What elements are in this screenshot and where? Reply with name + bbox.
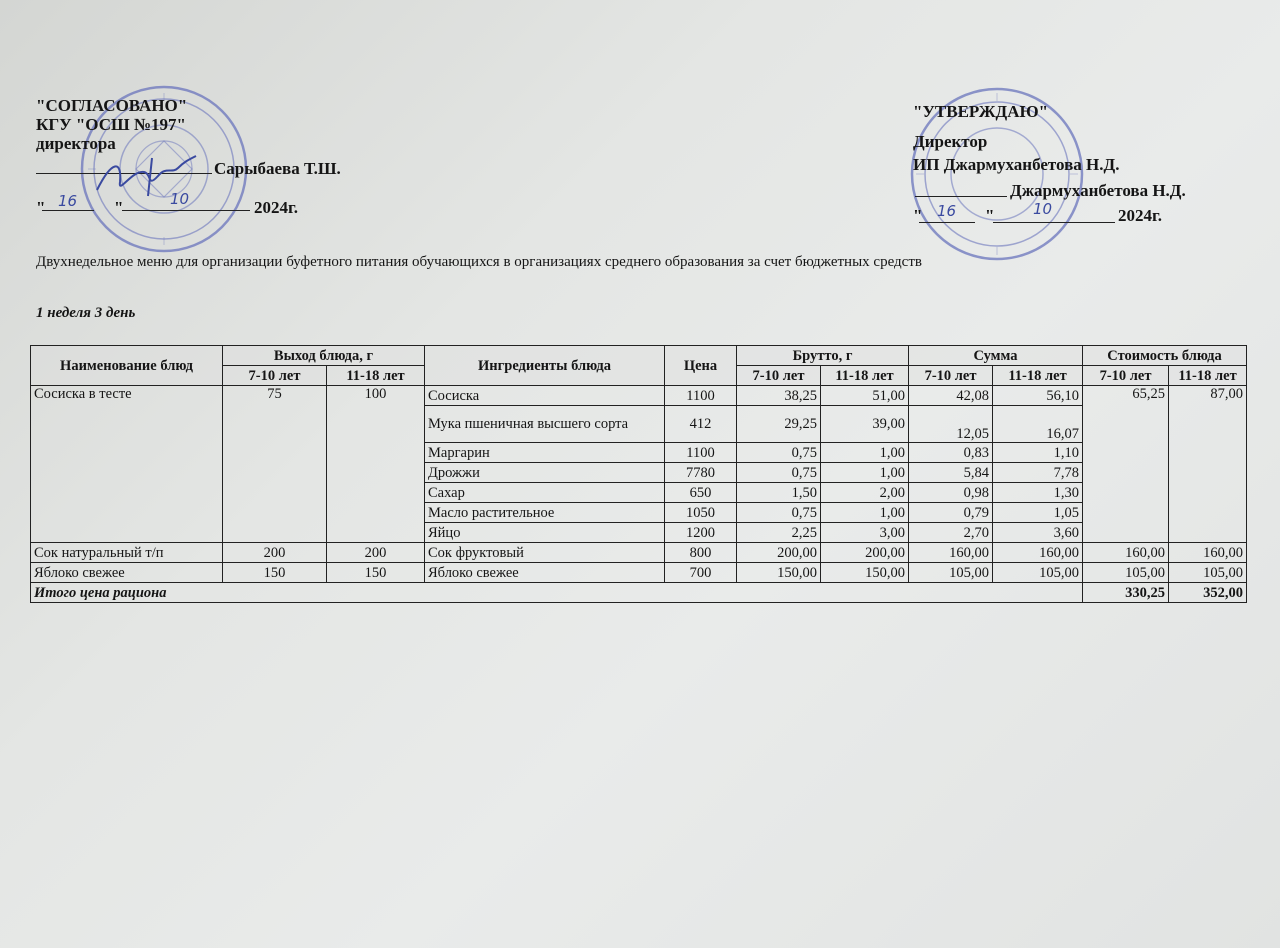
- ingredient-price: 1050: [665, 503, 737, 523]
- brutto-7-10: 150,00: [737, 563, 821, 583]
- sum-7-10: 5,84: [909, 463, 993, 483]
- ingredient-name: Маргарин: [425, 443, 665, 463]
- dish-cost-7-10: 65,25: [1083, 386, 1169, 543]
- brutto-7-10: 200,00: [737, 543, 821, 563]
- ingredient-name: Дрожжи: [425, 463, 665, 483]
- brutto-11-18: 200,00: [821, 543, 909, 563]
- total-label: Итого цена рациона: [31, 583, 1083, 603]
- dish-name: Сосиска в тесте: [31, 386, 223, 543]
- menu-description: Двухнедельное меню для организации буфетного питания обучающихся в организациях среднего образования за счет бюджетных средств: [36, 254, 922, 270]
- brutto-11-18: 1,00: [821, 463, 909, 483]
- brutto-7-10: 29,25: [737, 406, 821, 443]
- brutto-7-10: 38,25: [737, 386, 821, 406]
- total-row: [31, 583, 1247, 603]
- header-sum: Сумма: [909, 346, 1083, 366]
- right-organization: ИП Джармуханбетова Н.Д.: [913, 155, 1120, 174]
- header-brutto: Брутто, г: [737, 346, 909, 366]
- brutto-7-10: 0,75: [737, 463, 821, 483]
- week-day-label: 1 неделя 3 день: [36, 305, 136, 321]
- sum-11-18: 1,05: [993, 503, 1083, 523]
- right-position: Директор: [913, 132, 988, 151]
- right-handwritten-day: 16: [937, 202, 957, 220]
- ingredient-price: 7780: [665, 463, 737, 483]
- brutto-7-10: 2,25: [737, 523, 821, 543]
- brutto-11-18: 1,00: [821, 443, 909, 463]
- sum-7-10: 160,00: [909, 543, 993, 563]
- dish-cost-11-18: 105,00: [1169, 563, 1247, 583]
- sum-11-18: 3,60: [993, 523, 1083, 543]
- header-age-7-10: 7-10 лет: [737, 366, 821, 386]
- dish-name: Яблоко свежее: [31, 563, 223, 583]
- table-row: [31, 563, 1247, 583]
- right-signer-name: Джармуханбетова Н.Д.: [1010, 181, 1186, 200]
- left-signature: [92, 150, 202, 205]
- ingredient-name: Сосиска: [425, 386, 665, 406]
- sum-11-18: 105,00: [993, 563, 1083, 583]
- brutto-11-18: 150,00: [821, 563, 909, 583]
- approve-heading: "УТВЕРЖДАЮ": [913, 102, 1049, 121]
- ingredient-price: 650: [665, 483, 737, 503]
- ingredient-name: Сок фруктовый: [425, 543, 665, 563]
- sum-11-18: 1,10: [993, 443, 1083, 463]
- ingredient-price: 700: [665, 563, 737, 583]
- ingredient-price: 800: [665, 543, 737, 563]
- sum-11-18: 7,78: [993, 463, 1083, 483]
- dish-cost-11-18: 87,00: [1169, 386, 1247, 543]
- left-signer-name: Сарыбаева Т.Ш.: [214, 159, 341, 178]
- brutto-7-10: 1,50: [737, 483, 821, 503]
- left-handwritten-day: 16: [58, 192, 78, 210]
- header-age-7-10: 7-10 лет: [223, 366, 327, 386]
- sum-11-18: 1,30: [993, 483, 1083, 503]
- header-ingredients: Ингредиенты блюда: [425, 346, 665, 386]
- ingredient-name: Сахар: [425, 483, 665, 503]
- sum-11-18: 160,00: [993, 543, 1083, 563]
- ingredient-name: Яйцо: [425, 523, 665, 543]
- brutto-7-10: 0,75: [737, 443, 821, 463]
- ingredient-price: 1100: [665, 386, 737, 406]
- header-yield: Выход блюда, г: [223, 346, 425, 366]
- ingredient-price: 412: [665, 406, 737, 443]
- menu-table: [30, 345, 1247, 603]
- dish-yield-11-18: 150: [327, 563, 425, 583]
- brutto-11-18: 39,00: [821, 406, 909, 443]
- sum-7-10: 12,05: [909, 406, 993, 443]
- brutto-11-18: 51,00: [821, 386, 909, 406]
- total-11-18: 352,00: [1169, 583, 1247, 603]
- brutto-7-10: 0,75: [737, 503, 821, 523]
- dish-cost-7-10: 160,00: [1083, 543, 1169, 563]
- ingredient-price: 1200: [665, 523, 737, 543]
- dish-yield-11-18: 200: [327, 543, 425, 563]
- table-row: [31, 386, 1247, 406]
- header-age-7-10: 7-10 лет: [1083, 366, 1169, 386]
- right-date-line: " " 2024г. 16 10: [913, 200, 1163, 225]
- sum-11-18: 56,10: [993, 386, 1083, 406]
- header-dish-name: Наименование блюд: [31, 346, 223, 386]
- dish-yield-7-10: 200: [223, 543, 327, 563]
- header-age-11-18: 11-18 лет: [327, 366, 425, 386]
- header-age-7-10: 7-10 лет: [909, 366, 993, 386]
- header-price: Цена: [665, 346, 737, 386]
- sum-7-10: 2,70: [909, 523, 993, 543]
- brutto-11-18: 3,00: [821, 523, 909, 543]
- sum-7-10: 0,98: [909, 483, 993, 503]
- header-cost: Стоимость блюда: [1083, 346, 1247, 366]
- dish-yield-7-10: 75: [223, 386, 327, 543]
- header-age-11-18: 11-18 лет: [993, 366, 1083, 386]
- header-age-11-18: 11-18 лет: [821, 366, 909, 386]
- school-name: КГУ "ОСШ №197": [36, 115, 186, 134]
- left-handwritten-month: 10: [170, 190, 190, 208]
- left-date-line: " " 2024г. 16 10: [36, 190, 299, 217]
- brutto-11-18: 2,00: [821, 483, 909, 503]
- brutto-11-18: 1,00: [821, 503, 909, 523]
- left-position: директора: [36, 134, 116, 153]
- sum-7-10: 0,79: [909, 503, 993, 523]
- ingredient-name: Масло растительное: [425, 503, 665, 523]
- dish-yield-7-10: 150: [223, 563, 327, 583]
- sum-7-10: 0,83: [909, 443, 993, 463]
- header-age-11-18: 11-18 лет: [1169, 366, 1247, 386]
- sum-11-18: 16,07: [993, 406, 1083, 443]
- dish-name: Сок натуральный т/п: [31, 543, 223, 563]
- dish-cost-7-10: 105,00: [1083, 563, 1169, 583]
- sum-7-10: 42,08: [909, 386, 993, 406]
- table-header-row: [31, 346, 1247, 366]
- agreed-heading: "СОГЛАСОВАНО": [36, 96, 188, 115]
- right-handwritten-month: 10: [1033, 200, 1053, 218]
- ingredient-name: Мука пшеничная высшего сорта: [425, 406, 665, 443]
- ingredient-price: 1100: [665, 443, 737, 463]
- dish-cost-11-18: 160,00: [1169, 543, 1247, 563]
- table-row: [31, 543, 1247, 563]
- dish-yield-11-18: 100: [327, 386, 425, 543]
- sum-7-10: 105,00: [909, 563, 993, 583]
- total-7-10: 330,25: [1083, 583, 1169, 603]
- ingredient-name: Яблоко свежее: [425, 563, 665, 583]
